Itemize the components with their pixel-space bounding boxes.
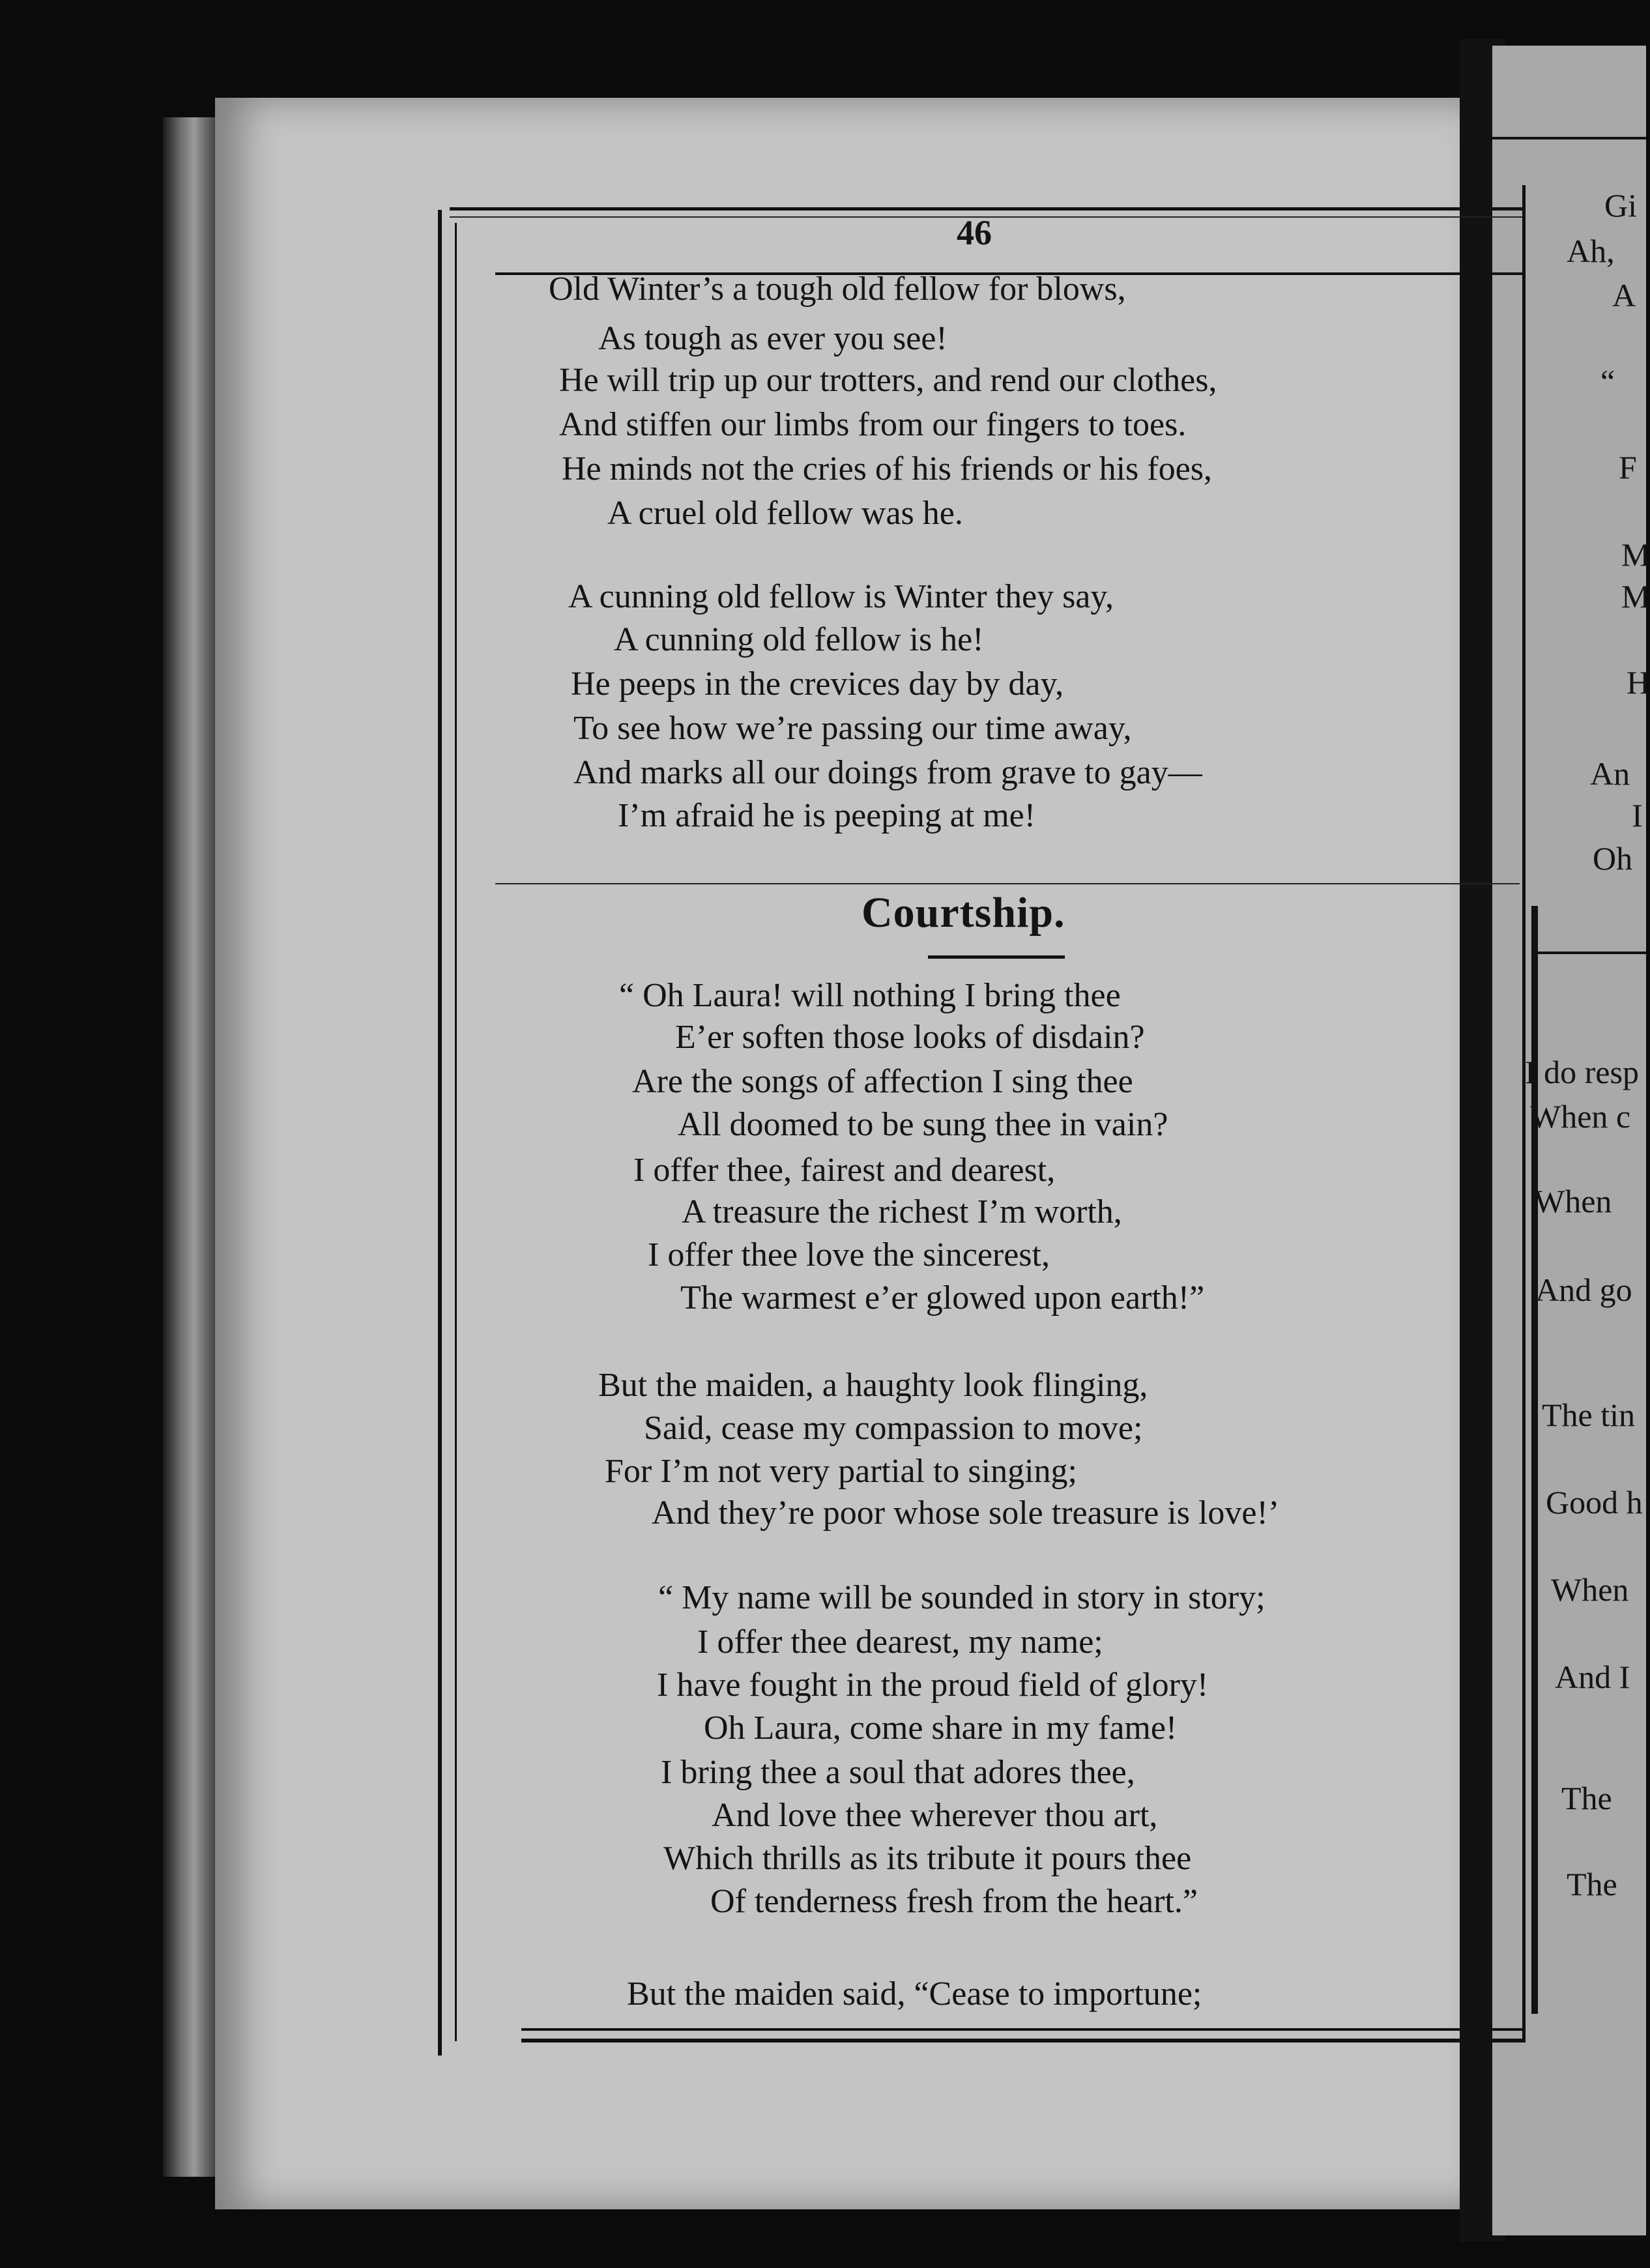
- section-heading: Courtship.: [861, 889, 1065, 937]
- poem-line: “ Oh Laura! will nothing I bring thee: [619, 977, 1121, 1014]
- facing-page-text: A: [1612, 277, 1636, 313]
- poem-line: All doomed to be sung thee in vain?: [678, 1106, 1168, 1143]
- facing-page-text: The: [1561, 1780, 1612, 1816]
- facing-page-text: I: [1632, 797, 1643, 834]
- poem-line: He will trip up our trotters, and rend our clothes,: [559, 362, 1217, 399]
- poem-line: A treasure the richest I’m worth,: [682, 1193, 1122, 1230]
- poem-line: I offer thee, fairest and dearest,: [633, 1152, 1056, 1189]
- poem-line: I bring thee a soul that adores thee,: [661, 1754, 1135, 1791]
- poem-line: Said, cease my compassion to move;: [644, 1410, 1143, 1447]
- poem-line: Are the songs of affection I sing thee: [632, 1063, 1133, 1100]
- heading-underline: [928, 955, 1065, 959]
- section-divider: [495, 883, 1520, 884]
- facing-page-text: Gi: [1604, 187, 1637, 224]
- poem-line: A cunning old fellow is Winter they say,: [568, 578, 1114, 615]
- facing-page-text: When: [1551, 1571, 1629, 1608]
- facing-page-text: F: [1619, 449, 1637, 486]
- poem-line: I offer thee dearest, my name;: [697, 1623, 1103, 1661]
- frame-bottom-rule: [521, 2028, 1525, 2043]
- facing-page-text: When: [1534, 1183, 1612, 1219]
- poem-line: And marks all our doings from grave to gay—: [573, 754, 1202, 791]
- poem-line: “ My name will be sounded in story in story;: [658, 1579, 1266, 1616]
- poem-line: But the maiden said, “Cease to importune;: [627, 1975, 1202, 2013]
- facing-page-text: “: [1600, 363, 1615, 400]
- facing-page-text: And go: [1535, 1272, 1632, 1308]
- poem-line: Which thrills as its tribute it pours thee: [663, 1840, 1192, 1877]
- poem-line: I offer thee love the sincerest,: [648, 1236, 1050, 1273]
- poem-line: E’er soften those looks of disdain?: [675, 1019, 1145, 1056]
- poem-line: And love thee wherever thou art,: [712, 1797, 1158, 1834]
- poem-line: He minds not the cries of his friends or his foes,: [562, 450, 1212, 487]
- facing-page-text: The: [1567, 1866, 1617, 1902]
- poem-line: Of tenderness fresh from the heart.”: [710, 1883, 1198, 1920]
- poem-line: I have fought in the proud field of glory!: [657, 1666, 1209, 1704]
- poem-line: To see how we’re passing our time away,: [573, 710, 1132, 747]
- poem-line: Oh Laura, come share in my fame!: [704, 1709, 1178, 1747]
- facing-page-text: When c: [1530, 1098, 1631, 1135]
- facing-page-text: I do resp: [1525, 1054, 1639, 1090]
- poem-line: A cruel old fellow was he.: [607, 495, 963, 532]
- frame-right-border: [1522, 185, 1526, 2043]
- binding-spine: [163, 117, 215, 2177]
- poem-line: But the maiden, a haughty look flinging,: [598, 1367, 1148, 1404]
- facing-page-text: M: [1621, 536, 1650, 573]
- facing-page-text: The tin: [1542, 1397, 1636, 1433]
- poem-line: The warmest e’er glowed upon earth!”: [680, 1279, 1205, 1316]
- poem-line: And they’re poor whose sole treasure is love!’: [652, 1494, 1280, 1532]
- facing-page-text: H: [1627, 664, 1650, 701]
- poem-line: I’m afraid he is peeping at me!: [618, 797, 1036, 834]
- facing-page-rule: [1531, 952, 1646, 954]
- poem-line: Old Winter’s a tough old fellow for blows,: [549, 270, 1126, 308]
- poem-line: For I’m not very partial to singing;: [605, 1453, 1078, 1490]
- poem-line: And stiffen our limbs from our fingers to toes.: [559, 406, 1187, 443]
- page-number: 46: [957, 213, 992, 252]
- poem-line: A cunning old fellow is he!: [614, 621, 984, 658]
- facing-page-text: And I: [1555, 1659, 1630, 1695]
- facing-page-text: Oh: [1593, 840, 1633, 877]
- poem-line: As tough as ever you see!: [598, 320, 948, 357]
- poem-line: He peeps in the crevices day by day,: [571, 665, 1064, 703]
- facing-page-rule: [1492, 137, 1646, 139]
- facing-page-text: An: [1590, 755, 1630, 792]
- facing-page-text: Ah,: [1567, 233, 1615, 269]
- facing-page-text: M: [1621, 578, 1650, 615]
- facing-page-text: Good h: [1546, 1484, 1643, 1520]
